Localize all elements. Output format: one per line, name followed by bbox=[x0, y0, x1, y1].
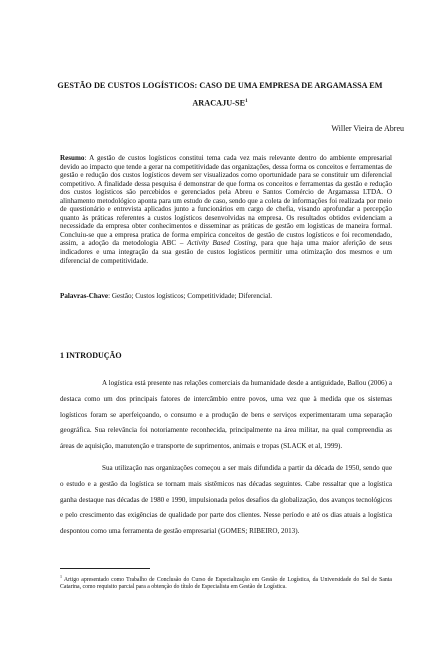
footnote bbox=[60, 573, 392, 592]
title-text: GESTÃO DE CUSTOS LOGÍSTICOS: CASO DE UMA EMPRESA DE ARGAMASSA EM ARACAJU-SE bbox=[57, 81, 383, 108]
paragraph: A logística está presente nas relações comerciais da humanidade desde a antiguidade, Ballou (2006) a destaca como um dos principais fatores de intercâmbio entre povos, uma vez que à medida que os sistemas logísticos foram se aperfeiçoando, o consumo e a produção de bens e serviços experimentaram uma separação geográfica. Sua relevância foi notoriamente reconhecida, principalmente na área militar, na qual compreendia as áreas de aquisição, manutenção e transporte de suprimentos, animais e tropas (SLACK et al, 1999). bbox=[60, 379, 392, 451]
abstract-text-end: , para que haja uma maior aferição de seus indicadores e uma integração da sua gestão de custos logísticos permitir uma otimização dos mesmos e um diferencial de competitividade. bbox=[60, 239, 393, 265]
section-heading: 1 INTRODUÇÃO bbox=[60, 351, 122, 360]
paper-title bbox=[40, 78, 400, 112]
title-footnote-marker: 1 bbox=[245, 99, 248, 104]
abstract bbox=[60, 154, 392, 265]
author-name: Willer Vieira de Abreu bbox=[331, 124, 404, 133]
keywords bbox=[60, 292, 392, 301]
footnote-separator bbox=[60, 568, 150, 569]
footnote-marker: 1 bbox=[60, 574, 62, 579]
keywords-label: Palavras-Chave bbox=[60, 292, 109, 300]
abstract-italic-term: Activity Based Costing bbox=[187, 239, 256, 248]
keywords-text: : Gestão; Custos logísticos; Competitividade; Diferencial. bbox=[108, 292, 272, 300]
abstract-label: Resumo bbox=[60, 154, 85, 162]
abstract-text: : A gestão de custos logísticos constitui tema cada vez mais relevante dentro do ambiente empresarial devido ao impacto que tende a gerar na competitividade das organizações, dessa forma os conceitos e ferramentas de gestão e redução dos custos logísticos devem ser visualizados como oportunidade para se constituir um diferencial competitivo. A finalidade dessa pesquisa é demonstrar de que forma os conceitos e ferramentas da gestão e redução dos custos logísticos são percebidos e gerenciados pela Abreu e Santos Comércio de Argamassa LTDA. O alinhamento metodológico aponta para um estudo de caso, sendo que a coleta de informações foi realizada por meio de questionário e entrevista aplicados junto a funcionários em cargo de chefia, visando aprofundar a percepção quanto às práticas referentes a custos logísticos desenvolvidas na empresa. Os resultados obtidos evidenciam a necessidade da empresa obter conhecimentos e disseminar as práticas de gestão em logísticas de maneira formal. Concluiu-se que a empresa pratica de forma empírica conceitos de gestão de custos logísticos e foi recomendado, assim, a adoção da metodologia ABC – bbox=[60, 154, 392, 248]
footnote-text: Artigo apresentado como Trabalho de Conclusão do Curso de Especialização em Gestão de Logística, da Universidade do Sul de Santa Catarina, como requisito parcial para a obtenção do título de Especialista em Gestão de Logística. bbox=[60, 576, 392, 591]
body-text bbox=[60, 376, 392, 540]
paragraph: Sua utilização nas organizações começou a ser mais difundida a partir da década de 1950, sendo que o estudo e a gestão da logística se tornam mais sistêmicos nas décadas seguintes. Cabe ressaltar que a logística ganha destaque nas décadas de 1980 e 1990, impulsionada pelos desafios da globalização, dos avanços tecnológicos e pelo crescimento das exigências de qualidade por parte dos clientes. Nesse período e até os dias atuais a logística despontou como uma ferramenta de gestão empresarial (GOMES; RIBEIRO, 2013). bbox=[60, 463, 392, 536]
